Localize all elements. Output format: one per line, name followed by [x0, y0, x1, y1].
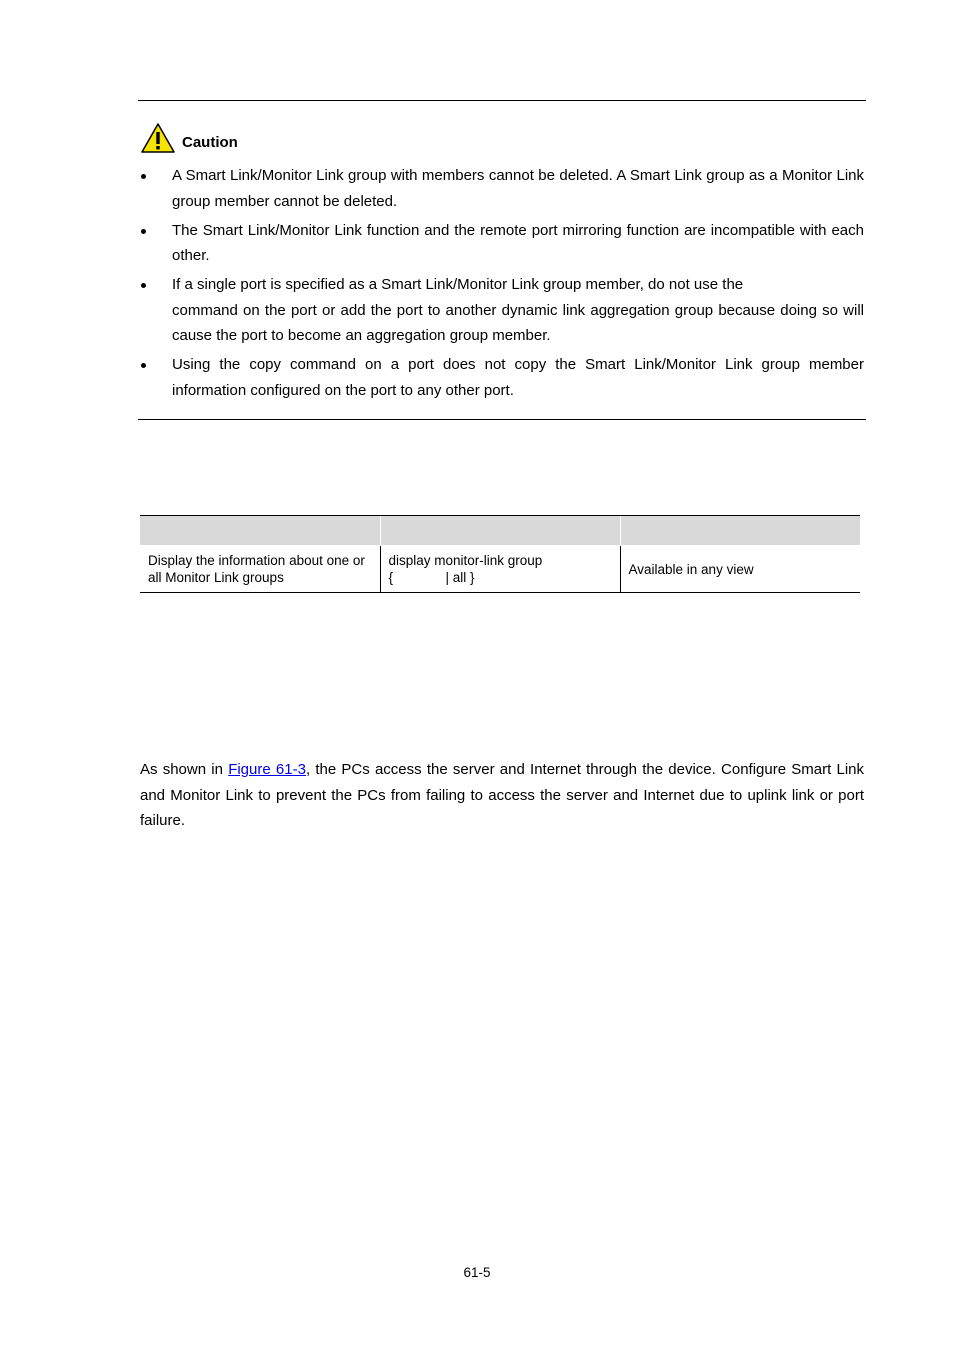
table-row — [140, 546, 860, 593]
table-header-row — [140, 516, 860, 546]
bullet-dot — [141, 363, 146, 368]
caution-bullet-text: Using the copy command on a port does not copy the Smart Link/Monitor Link group member information configured on the port to any other port. — [172, 356, 864, 399]
paragraph-text-after: , the PCs access the server and Internet through the device. Configure Smart Link and Monitor Link to prevent the PCs from failing to access the server and Internet due to uplink link or port failure. — [140, 761, 865, 829]
caution-bullet — [140, 163, 864, 214]
table-cell-description: Display the information about one or all Monitor Link groups — [140, 546, 380, 593]
warning-triangle-icon — [140, 122, 176, 154]
display-command-table — [140, 515, 860, 593]
caution-bullet-list — [140, 163, 864, 407]
command-line-1: display monitor-link group — [388, 553, 543, 568]
table-cell-command — [380, 546, 620, 593]
table-header-cell — [620, 516, 860, 546]
caution-bullet — [140, 272, 864, 349]
bullet-dot — [141, 229, 146, 234]
table-header-cell — [140, 516, 380, 546]
table-header-cell — [380, 516, 620, 546]
caution-bullet — [140, 218, 864, 269]
bullet-dot — [141, 174, 146, 179]
table-cell-remarks: Available in any view — [620, 546, 860, 593]
caution-top-rule — [138, 100, 866, 101]
caution-bullet-text: If a single port is specified as a Smart Link/Monitor Link group member, do not use the command on the port or add the port to another dynamic link aggregation group because doing so will cause the port to become an aggregation group member. — [172, 276, 864, 344]
caution-bullet — [140, 352, 864, 403]
figure-link[interactable]: Figure 61-3 — [228, 761, 306, 778]
caution-bullet-text: A Smart Link/Monitor Link group with members cannot be deleted. A Smart Link group as a Monitor Link group member cannot be deleted. — [172, 167, 864, 210]
caution-bottom-rule — [138, 419, 866, 420]
command-line-2: { | all } — [388, 570, 475, 585]
caution-bullet-text: The Smart Link/Monitor Link function and the remote port mirroring function are incompatible with each other. — [172, 221, 864, 264]
bullet-dot — [141, 283, 146, 288]
caution-label: Caution — [182, 134, 238, 151]
caution-header — [140, 118, 238, 154]
network-requirements-paragraph — [140, 757, 864, 834]
page-number: 61-5 — [463, 1265, 491, 1280]
paragraph-text-before: As shown in — [140, 761, 229, 778]
